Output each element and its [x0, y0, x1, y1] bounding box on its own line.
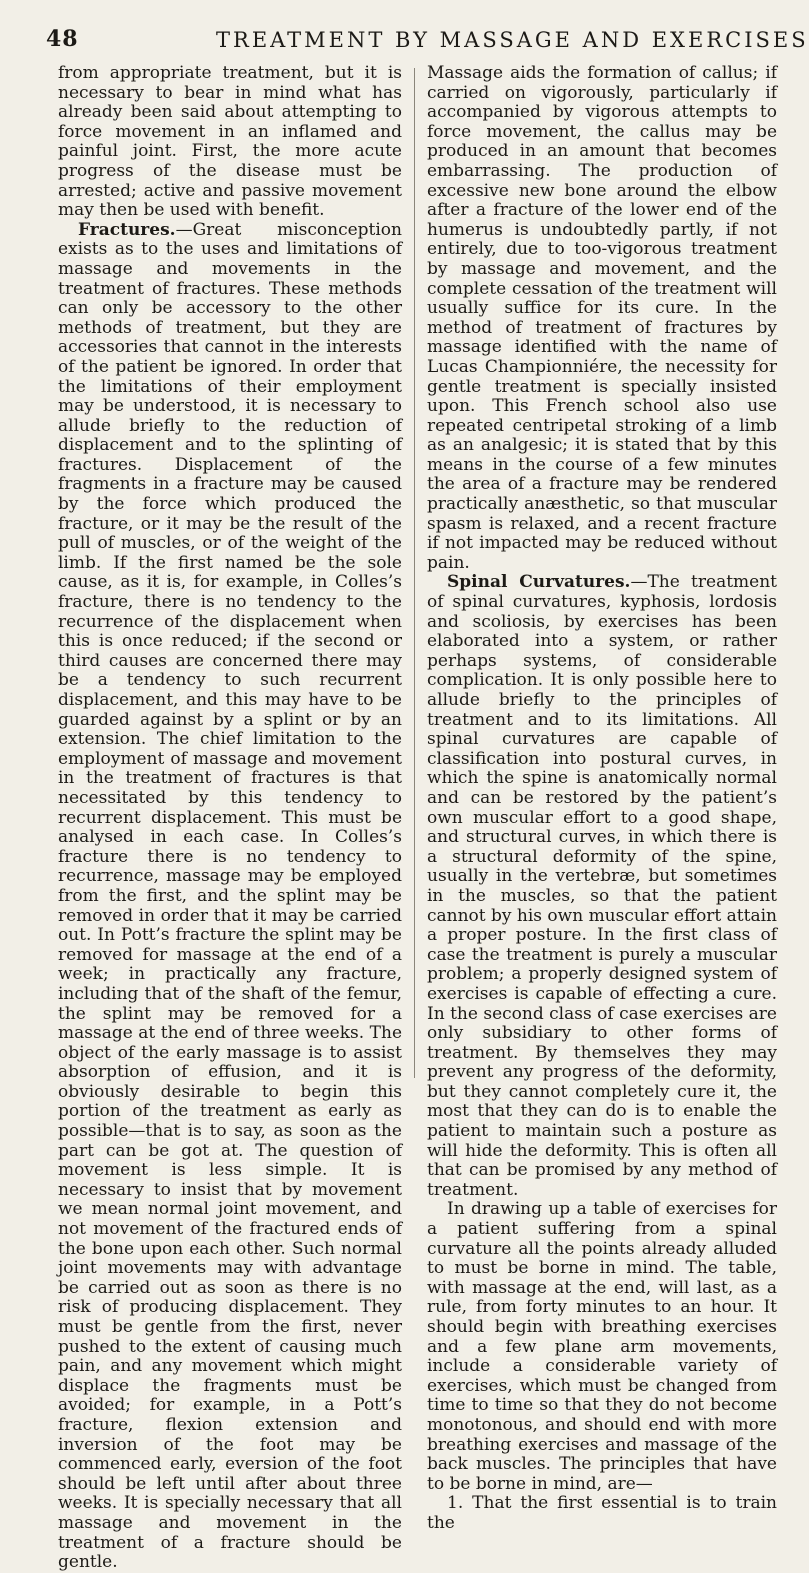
- section-heading-fractures: Fractures.: [78, 219, 176, 240]
- page-header: [46, 22, 809, 56]
- paragraph-spinal-curvatures: [427, 573, 777, 1200]
- right-column: [427, 63, 778, 1533]
- paragraph: Massage aids the formation of callus; if carried on vigorously, particularly if accompanied by vigorous attempts to force movement, the callus may be produced in an amount that becomes embarrassing. The production of excessive new bone around the elbow after a fracture of the lower end of the humerus is undoubtedly partly, if not entirely, due to too-vigorous treatment by massage and movement, and the complete cessation of the treatment will usually suffice for its cure. In the method of treatment of fractures by massage identified with the name of Lucas Championniére, the necessity for gentle treatment is specially insisted upon. This French school also use repeated centripetal stroking of a limb as an analgesic; it is stated that by this means in the course of a few minutes the area of a fracture may be rendered practically anæsthetic, so that muscular spasm is relaxed, and a recent fracture if not impacted may be reduced without pain.: [427, 63, 777, 573]
- running-title: TREATMENT BY MASSAGE AND EXERCISES: [216, 28, 809, 52]
- paragraph: from appropriate treatment, but it is necessary to bear in mind what has already been said about attempting to force movement in an inflamed and painful joint. First, the more acute progress of the disease must be arrested; active and passive movement may then be used with benefit.: [58, 63, 402, 221]
- page-number: 48: [46, 26, 79, 52]
- paragraph: In drawing up a table of exercises for a patient suffering from a spinal curvature all the points already alluded to must be borne in mind. The table, with massage at the end, will last, as a rule, from forty minutes to an hour. It should begin with breathing exercises and a few plane arm movements, include a considerable variety of exercises, which must be changed from time to time so that they do not become monotonous, and should end with more breathing exercises and massage of the back muscles. The principles that have to be borne in mind, are—: [427, 1199, 777, 1494]
- column-divider: [414, 68, 415, 1078]
- paragraph-text: —Great misconception exists as to the uses and limitations of massage and movements in the treatment of fractures. These methods can only be accessory to the other methods of treatment, but they are accessories that cannot in the interests of the patient be ignored. In order that the limitations of their employment may be understood, it is necessary to allude briefly to the reduction of displacement and to the splinting of fractures. Displacement of the fragments in a fracture may be caused by the force which produced the fracture, or it may be the result of the pull of muscles, or of the weight of the limb. If the first named be the sole cause, as it is, for example, in Colles’s fracture, there is no tendency to the recurrence of the displacement when this is once reduced; if the second or third causes are concerned there may be a tendency to such recurrent displacement, and this may have to be guarded against by a splint or by an extension. The chief limitation to the employment of massage and movement in the treatment of fractures is that necessitated by this tendency to recurrent displacement. This must be analysed in each case. In Colles’s fracture there is no tendency to recurrence, massage may be employed from the first, and the splint may be removed in order that it may be carried out. In Pott’s fracture the splint may be removed for massage at the end of a week; in practically any fracture, including that of the shaft of the femur, the splint may be removed for a massage at the end of three weeks. The object of the early massage is to assist absorption of effusion, and it is obviously desirable to begin this portion of the treatment as early as possible—that is to say, as soon as the part can be got at. The question of movement is less simple. It is necessary to insist that by movement we mean normal joint movement, and not movement of the fractured ends of the bone upon each other. Such normal joint movements may with advantage be carried out as soon as there is no risk of producing displacement. They must be gentle from the first, never pushed to the extent of causing much pain, and any movement which might displace the fragments must be avoided; for example, in a Pott’s fracture, flexion extension and inversion of the foot may be commenced early, eversion of the foot should be left until after about three weeks. It is specially necessary that all massage and movement in the treatment of a fracture should be gentle.: [58, 219, 402, 1573]
- left-column: [58, 63, 402, 1573]
- section-heading-spinal-curvatures: Spinal Curvatures.: [447, 572, 631, 593]
- paragraph-text: —The treatment of spinal curvatures, kyphosis, lordosis and scoliosis, by exercises has been elaborated into a system, or rather perhaps systems, of considerable complication. It is only possible here to allude briefly to the principles of treatment and to its limitations. All spinal curvatures are capable of classification into postural curves, in which the spine is anatomically normal and can be restored by the patient’s own muscular effort to a good shape, and structural curves, in which there is a structural deformity of the spine, usually in the vertebræ, but sometimes in the muscles, so that the patient cannot by his own muscular effort attain a proper posture. In the first class of case the treatment is purely a muscular problem; a properly designed system of exercises is capable of effecting a cure. In the second class of case exercises are only subsidiary to other forms of treatment. By themselves they may prevent any progress of the deformity, but they cannot completely cure it, the most that they can do is to enable the patient to maintain such a posture as will hide the deformity. This is often all that can be promised by any method of treatment.: [427, 572, 778, 1200]
- paragraph-fractures: [58, 221, 402, 1573]
- numbered-item: 1. That the first essential is to train the: [427, 1493, 777, 1533]
